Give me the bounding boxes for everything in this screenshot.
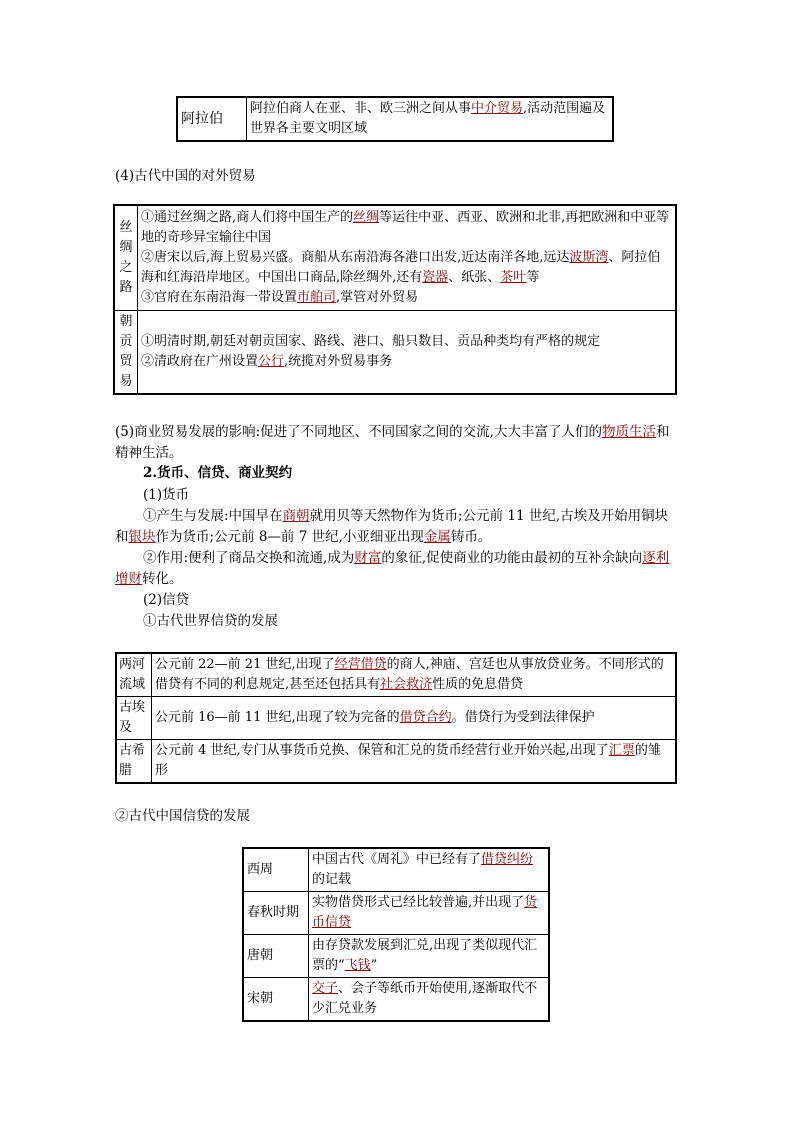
silk-road-label: 丝 绸 之 路 — [114, 205, 138, 311]
para-currency-function: ②作用:便利了商品交换和流通,成为财富的象征,促使商业的功能由最初的互补余缺向逐利增财转化。 — [115, 550, 670, 587]
row-greece-content: 公元前 4 世纪,专门从事货币兑换、保管和汇兑的货币经营行业开始兴起,出现了汇票的雏形 — [152, 740, 677, 784]
tribute-trade-content: ①明清时期,朝廷对朝贡国家、路线、港口、船只数目、贡品种类均有严格的规定 ②清政府在广州设置公行,统揽对外贸易事务 — [138, 311, 677, 395]
sub-credit: (2)信贷 — [143, 592, 190, 608]
china-credit-table — [242, 847, 550, 1022]
arab-content: 阿拉伯商人在亚、非、欧三洲之间从事中介贸易,活动范围遍及世界各主要文明区域 — [247, 97, 614, 141]
sub-china-credit: ②古代中国信贷的发展 — [115, 808, 250, 824]
row-egypt-label: 古埃及 — [116, 697, 152, 740]
para-currency-origin: ①产生与发展:中国早在商朝就用贝等天然物作为货币;公元前 11 世纪,古埃及开始用铜块和银块作为货币;公元前 8—前 7 世纪,小亚细亚出现金属铸币。 — [115, 508, 669, 545]
keyword-link: 中介贸易 — [471, 101, 524, 116]
row-tang-label: 唐朝 — [243, 935, 309, 978]
row-western-zhou-label: 西周 — [243, 848, 309, 892]
section-currency-credit: 2.货币、信贷、商业契约 — [143, 465, 293, 481]
row-song-label: 宋朝 — [243, 978, 309, 1022]
row-mesopotamia-content: 公元前 22—前 21 世纪,出现了经营借贷的商人,神庙、宫廷也从事放贷业务。不同形式的借贷有不同的利息规定,甚至还包括具有社会救济性质的免息借贷 — [152, 653, 677, 697]
silk-road-content: ①通过丝绸之路,商人们将中国生产的丝绸等运往中亚、西亚、欧洲和北非,再把欧洲和中亚等地的奇珍异宝输往中国 ②唐宋以后,海上贸易兴盛。商船从东南沿海各港口出发,近达南洋各地,远达波斯湾、阿拉伯海和红海沿岸地区。中国出口商品,除丝绸外,还有瓷器、纸张、茶叶等 ③官府在东南沿海一带设置市舶司,掌管对外贸易 — [138, 205, 677, 311]
row-mesopotamia-label: 两河流域 — [116, 653, 152, 697]
row-spring-autumn-label: 春秋时期 — [243, 892, 309, 935]
row-tang-content: 由存贷款发展到汇兑,出现了类似现代汇票的“飞钱” — [309, 935, 550, 978]
para-trade-impact: (5)商业贸易发展的影响:促进了不同地区、不同国家之间的交流,大大丰富了人们的物质生活和精神生活。 — [115, 424, 670, 461]
row-egypt-content: 公元前 16—前 11 世纪,出现了较为完备的借贷合约。借贷行为受到法律保护 — [152, 697, 677, 740]
heading-foreign-trade: (4)古代中国的对外贸易 — [115, 168, 256, 184]
world-credit-table — [115, 652, 677, 784]
china-trade-table — [113, 204, 677, 395]
arab-table — [176, 96, 614, 142]
row-greece-label: 古希腊 — [116, 740, 152, 784]
row-western-zhou-content: 中国古代《周礼》中已经有了借贷纠纷的记载 — [309, 848, 550, 892]
row-song-content: 交子、会子等纸币开始使用,逐渐取代不少汇兑业务 — [309, 978, 550, 1022]
row-spring-autumn-content: 实物借贷形式已经比较普遍,并出现了货币信贷 — [309, 892, 550, 935]
tribute-trade-label: 朝 贡 贸 易 — [114, 311, 138, 395]
sub-currency: (1)货币 — [143, 487, 190, 503]
arab-label: 阿拉伯 — [177, 97, 247, 141]
sub-world-credit: ①古代世界信贷的发展 — [143, 613, 278, 629]
